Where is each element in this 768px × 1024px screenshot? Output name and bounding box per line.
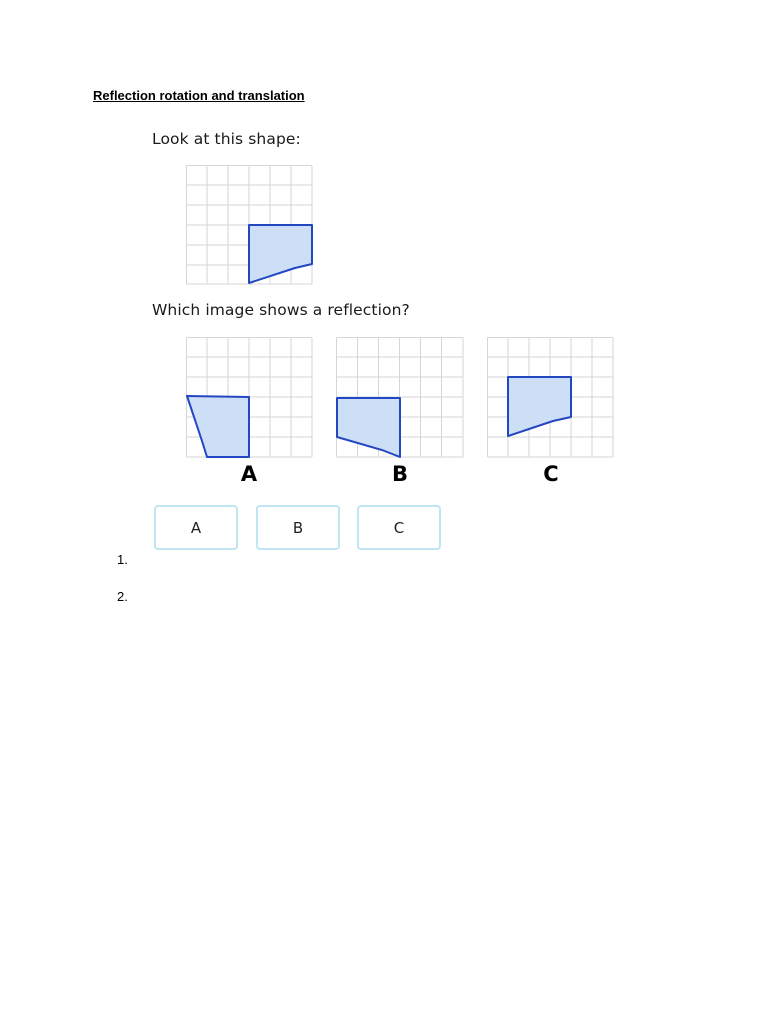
option-a-label: A xyxy=(240,462,258,486)
answer-button-b[interactable]: B xyxy=(256,505,340,550)
option-c-shape xyxy=(508,377,571,436)
option-c-label: C xyxy=(543,462,559,486)
answer-button-c[interactable]: C xyxy=(357,505,441,550)
list-number-2: 2. xyxy=(117,589,128,604)
option-a-shape xyxy=(187,396,249,457)
question-intro: Look at this shape: xyxy=(152,130,301,148)
original-shape-grid xyxy=(186,165,314,285)
option-b-label: B xyxy=(391,462,408,486)
list-number-1: 1. xyxy=(117,552,128,567)
option-b-grid xyxy=(336,337,465,458)
option-b-shape xyxy=(337,398,400,457)
option-a-grid xyxy=(186,337,314,458)
original-shape xyxy=(249,225,312,283)
option-c-grid xyxy=(487,337,615,458)
answer-button-a[interactable]: A xyxy=(154,505,238,550)
page-heading: Reflection rotation and translation xyxy=(93,88,305,103)
question-text: Which image shows a reflection? xyxy=(152,301,410,319)
